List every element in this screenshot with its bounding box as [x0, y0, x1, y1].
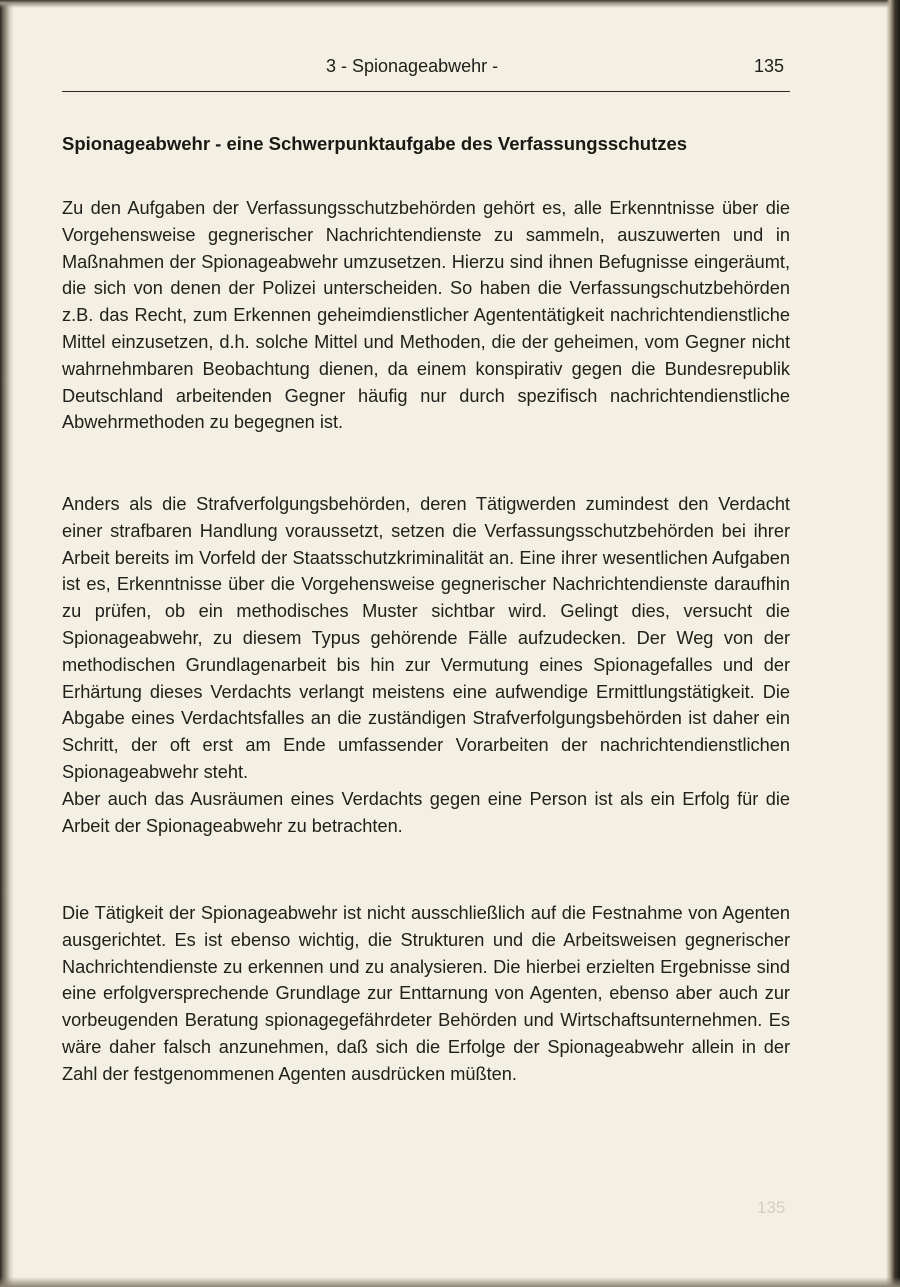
paragraph-1: Zu den Aufgaben der Verfassungsschutzbehörden gehört es, alle Erkenntnisse über die Vorgehensweise gegnerischer Nachrichtendienste zu sammeln, auszuwerten und in Maßnahmen der Spionageabwehr umzusetzen. Hierzu sind ihnen Befugnisse eingeräumt, die sich von denen der Polizei unterscheiden. So haben die Verfassungschutzbehörden z.B. das Recht, zum Erkennen geheimdienstlicher Agententätigkeit nachrichtendienstliche Mittel einzusetzen, d.h. solche Mittel und Methoden, die der geheimen, vom Gegner nicht wahrnehmbaren Beobachtung dienen, da einem konspirativ gegen die Bundesrepublik Deutschland arbeitenden Gegner häufig nur durch spezifisch nachrichtendienstliche Abwehrmethoden zu begegnen ist.: [62, 198, 790, 433]
paragraph-3: Die Tätigkeit der Spionageabwehr ist nicht ausschließlich auf die Festnahme von Agenten ausgerichtet. Es ist ebenso wichtig, die Strukturen und die Arbeitsweisen gegnerischer Nachrichtendienste zu erkennen und zu analysieren. Die hierbei erzielten Ergebnisse sind eine erfolgversprechende Grundlage zur Enttarnung von Agenten, ebenso aber auch zur vorbeugenden Beratung spionagegefährdeter Behörden und Wirtschaftsunternehmen. Es wäre daher falsch anzunehmen, daß sich die Erfolge der Spionageabwehr allein in der Zahl der festgenommenen Agenten ausdrücken müßten.: [62, 903, 790, 1084]
chapter-title: 3 - Spionageabwehr -: [326, 56, 499, 76]
running-header: [62, 50, 792, 86]
section-heading: Spionageabwehr - eine Schwerpunktaufgabe des Verfassungsschutzes: [62, 133, 688, 154]
page-edge-shadow-top: [0, 0, 900, 8]
paragraph-2: Anders als die Strafverfolgungsbehörden, deren Tätigwerden zumindest den Verdacht einer strafbaren Handlung voraussetzt, setzen die Verfassungsschutzbehörden bei ihrer Arbeit bereits im Vorfeld der Staatsschutzkriminalität an. Eine ihrer wesentlichen Aufgaben ist es, Erkenntnisse über die Vorgehensweise gegnerischer Nachrichtendienste daraufhin zu prüfen, ob ein methodisches Muster sichtbar wird. Gelingt dies, versucht die Spionageabwehr, zu diesem Typus gehörende Fälle aufzudecken. Der Weg von der methodischen Grundlagenarbeit bis hin zur Vermutung eines Spionagefalles und der Erhärtung dieses Verdachts verlangt meistens eine aufwendige Ermittlungstätigkeit. Die Abgabe eines Verdachtsfalles an die zuständigen Strafverfolgungsbehörden ist daher ein Schritt, der oft erst am Ende umfassender Vorarbeiten der nachrichtendienstlichen Spionageabwehr steht. Aber auch das Ausräumen eines Verdachts gegen eine Person ist als ein Erfolg für die Arbeit der Spionageabwehr zu betrachten.: [62, 494, 790, 836]
page-edge-shadow-left: [0, 0, 14, 1287]
bleed-through-page-number: 135: [757, 1198, 786, 1217]
header-divider: [62, 91, 790, 92]
book-spine-edge: [886, 0, 900, 1287]
page-number: 135: [753, 56, 784, 76]
page-edge-shadow-bottom: [0, 1277, 900, 1287]
